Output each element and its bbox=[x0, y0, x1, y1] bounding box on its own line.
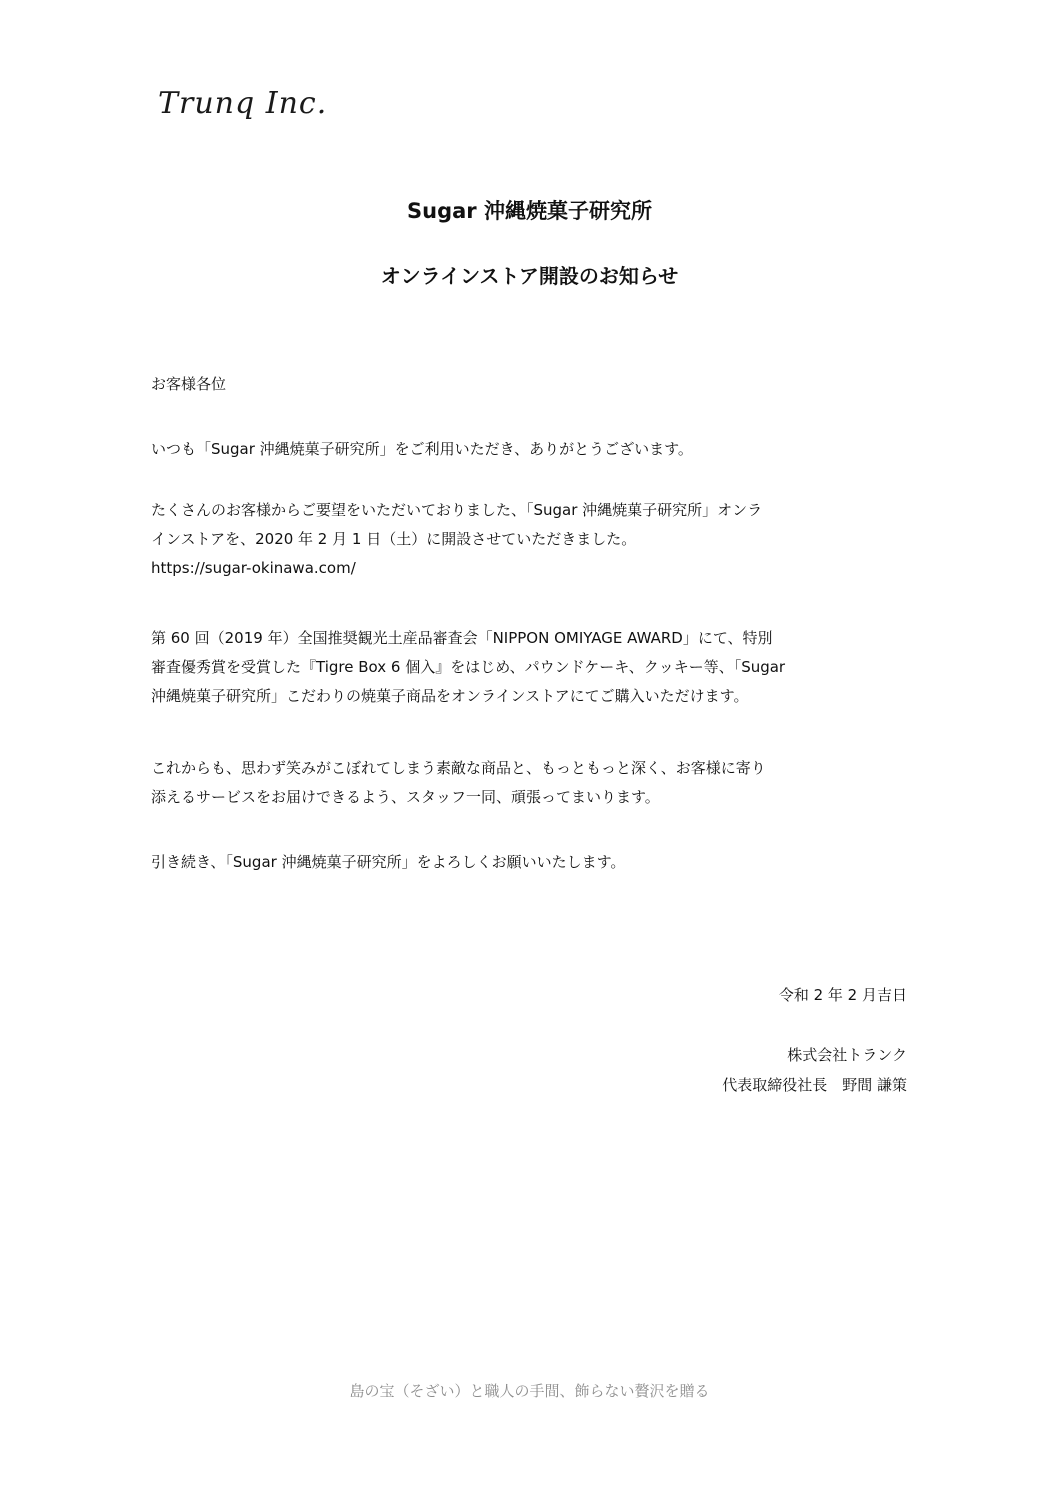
salutation bbox=[151, 370, 911, 399]
footer-tagline: 島の宝（そざい）と職人の手間、飾らない贅沢を贈る bbox=[349, 1382, 710, 1400]
paragraph-store-opening bbox=[151, 496, 911, 583]
issue-date: 令和 2 年 2 月吉日 bbox=[778, 986, 907, 1004]
company-logo: Trunq Inc. bbox=[158, 86, 328, 121]
paragraph-greeting bbox=[151, 435, 911, 464]
paragraph-commitment bbox=[151, 754, 911, 812]
salutation-text: お客様各位 bbox=[151, 375, 227, 393]
store-url-link[interactable]: https://sugar-okinawa.com/ bbox=[151, 559, 356, 577]
paragraph-line: いつも「Sugar 沖縄焼菓子研究所」をご利用いただき、ありがとうございます。 bbox=[151, 440, 693, 458]
paragraph-line: 審査優秀賞を受賞した『Tigre Box 6 個入』をはじめ、パウンドケーキ、クッキー等、「Sugar bbox=[151, 658, 786, 676]
representative-name: 代表取締役社長 野間 謙策 bbox=[722, 1076, 907, 1094]
paragraph-line: 引き続き、「Sugar 沖縄焼菓子研究所」をよろしくお願いいたします。 bbox=[151, 853, 626, 871]
paragraph-line: たくさんのお客様からご要望をいただいておりました、「Sugar 沖縄焼菓子研究所」オンラ bbox=[151, 501, 763, 519]
signature-block bbox=[722, 1040, 907, 1100]
paragraph-award-products bbox=[151, 624, 911, 711]
company-name: 株式会社トランク bbox=[787, 1046, 907, 1064]
paragraph-line: これからも、思わず笑みがこぼれてしまう素敵な商品と、もっともっと深く、お客様に寄り bbox=[151, 759, 766, 777]
paragraph-line: インストアを、2020 年 2 月 1 日（土）に開設させていただきました。 bbox=[151, 530, 637, 548]
paragraph-closing-remark bbox=[151, 848, 911, 877]
paragraph-line: 第 60 回（2019 年）全国推奨観光土産品審査会「NIPPON OMIYAGE AWARD」にて、特別 bbox=[151, 629, 773, 647]
paragraph-line: 添えるサービスをお届けできるよう、スタッフ一同、頑張ってまいります。 bbox=[151, 788, 660, 806]
paragraph-line: 沖縄焼菓子研究所」こだわりの焼菓子商品をオンラインストアにてご購入いただけます。 bbox=[151, 687, 749, 705]
document-title: Sugar 沖縄焼菓子研究所 bbox=[407, 199, 652, 223]
document-subtitle: オンラインストア開設のお知らせ bbox=[380, 264, 679, 288]
